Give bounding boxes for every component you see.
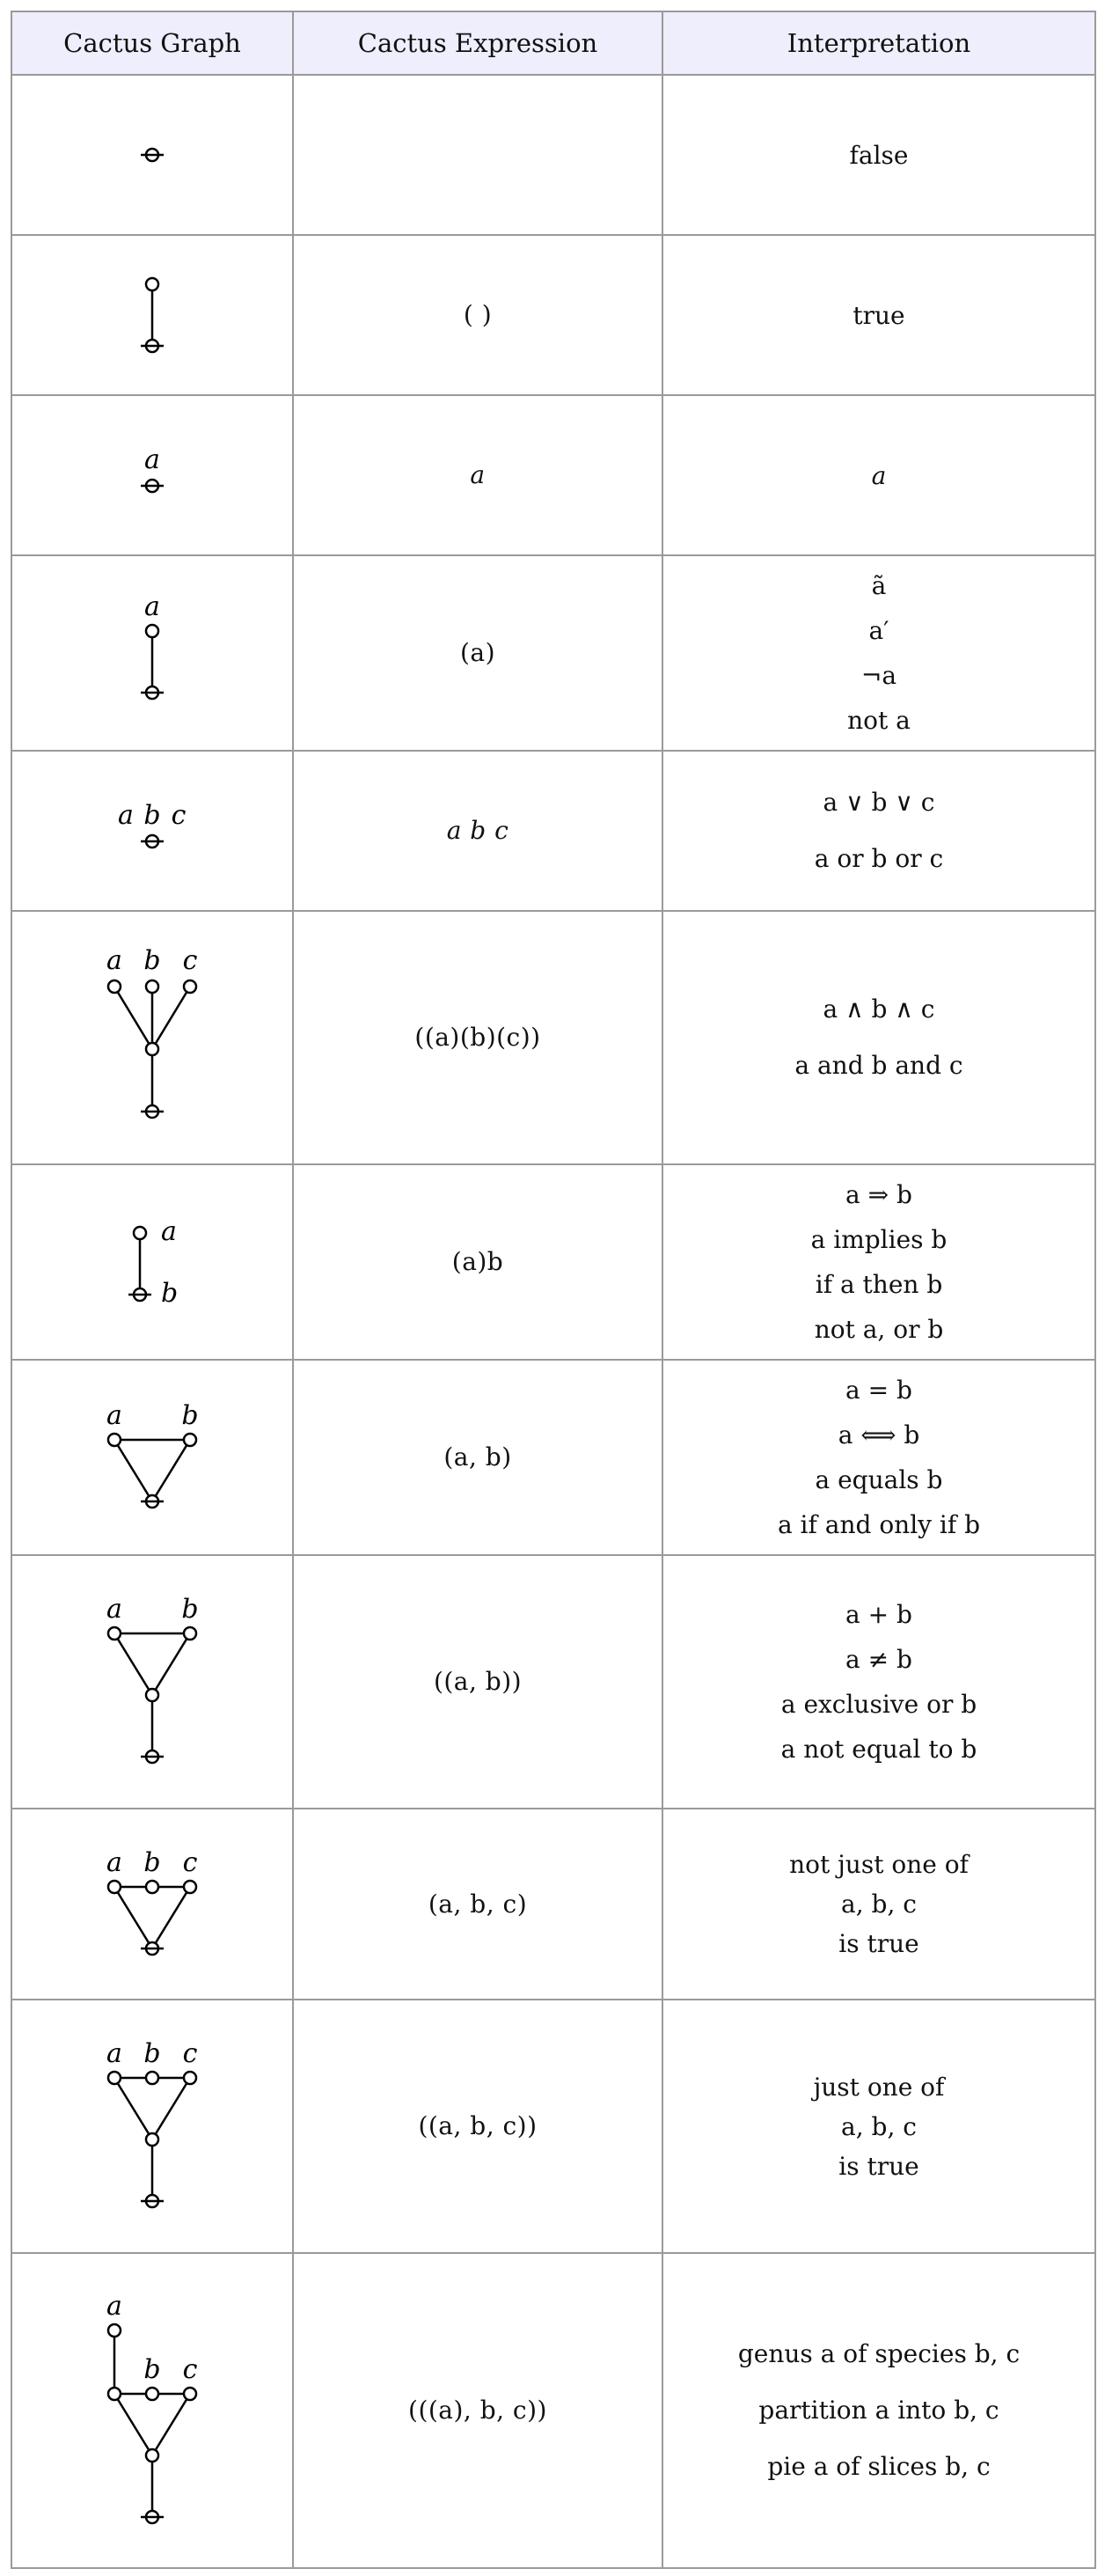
node-label: a (161, 1216, 177, 1247)
table-row (11, 1809, 1095, 2000)
cactus-graph-cell (11, 2253, 293, 2568)
table-row (11, 555, 1095, 751)
cactus-graph-cell (11, 1360, 293, 1555)
header-cactus-graph: Cactus Graph (11, 11, 293, 75)
node-label: a (106, 2038, 122, 2069)
expression-cell (293, 75, 662, 235)
interpretation-cell: not just one of a, b, c is true (662, 1809, 1095, 2000)
interpretation-cell: a + b a ≠ b a exclusive or b a not equal to b (662, 1555, 1095, 1809)
cactus-graph-conjunction (82, 945, 223, 1126)
cactus-graph-cell (11, 1809, 293, 2000)
node-label: b (143, 945, 161, 976)
table-row (11, 235, 1095, 395)
expression-cell: ((a)(b)(c)) (293, 911, 662, 1164)
node-label: b (143, 800, 161, 831)
expression-cell: (a, b, c) (293, 1809, 662, 2000)
expression-cell: (a) (293, 555, 662, 751)
node-label: b (143, 2354, 161, 2385)
cactus-graph-cell (11, 1555, 293, 1809)
expression-cell: (a)b (293, 1164, 662, 1360)
interpretation-cell: false (662, 75, 1095, 235)
cactus-graph-cell (11, 75, 293, 235)
cactus-graph-negation (99, 591, 205, 710)
cactus-graph-cell (11, 1164, 293, 1360)
interpretation-cell: genus a of species b, c partition a into b, c pie a of slices b, c (662, 2253, 1095, 2568)
interpretation-cell: a (662, 395, 1095, 555)
interpretation-cell: a ∨ b ∨ c a or b or c (662, 751, 1095, 911)
cactus-graph-just-one (82, 2038, 223, 2210)
table-row (11, 1360, 1095, 1555)
interpretation-cell: a ∧ b ∧ c a and b and c (662, 911, 1095, 1164)
expression-cell: ((a, b, c)) (293, 2000, 662, 2253)
node-label: b (143, 1846, 161, 1878)
cactus-graph-stem (99, 267, 205, 363)
expression-cell: a (293, 395, 662, 555)
node-label: c (182, 1846, 198, 1878)
cactus-graph-disjunction (91, 800, 214, 857)
node-label: c (171, 800, 187, 831)
node-label: b (161, 1278, 179, 1309)
interpretation-cell: true (662, 235, 1095, 395)
node-label: a (106, 1846, 122, 1878)
table-row (11, 2000, 1095, 2253)
node-label: b (143, 2038, 161, 2069)
table-row (11, 75, 1095, 235)
node-label: c (182, 2038, 198, 2069)
interpretation-cell: just one of a, b, c is true (662, 2000, 1095, 2253)
cactus-graph-labeled-root (99, 444, 205, 502)
expression-cell: (a, b) (293, 1360, 662, 1555)
cactus-graph-cell (11, 2000, 293, 2253)
header-row (11, 11, 1095, 75)
header-interpretation: Interpretation (662, 11, 1095, 75)
node-label: c (182, 945, 198, 976)
node-label: a (144, 591, 160, 622)
cactus-graph-cell (11, 911, 293, 1164)
header-cactus-expression: Cactus Expression (293, 11, 662, 75)
cactus-graph-cell (11, 235, 293, 395)
table-row (11, 2253, 1095, 2568)
table-row (11, 751, 1095, 911)
node-label: a (106, 2291, 122, 2322)
interpretation-cell: a = b a ⟺ b a equals b a if and only if b (662, 1360, 1095, 1555)
cactus-table (11, 11, 1096, 2569)
expression-cell: (((a), b, c)) (293, 2253, 662, 2568)
node-label: b (181, 1594, 199, 1625)
node-label: b (181, 1400, 199, 1431)
cactus-graph-root-only (99, 137, 205, 172)
expression-cell: ((a, b)) (293, 1555, 662, 1809)
cactus-graph-implication (91, 1214, 214, 1310)
table-row (11, 1164, 1095, 1360)
node-label: a (106, 945, 122, 976)
node-label: a (144, 444, 160, 475)
table-row (11, 1555, 1095, 1809)
node-label: c (182, 2354, 198, 2385)
interpretation-cell: a ⇒ b a implies b if a then b not a, or b (662, 1164, 1095, 1360)
cactus-graph-exclusive-or (82, 1594, 223, 1765)
cactus-graph-cell (11, 555, 293, 751)
expression-cell: ( ) (293, 235, 662, 395)
cactus-graph-cell (11, 751, 293, 911)
cactus-graph-cell (11, 395, 293, 555)
interpretation-cell: ã a′ ¬a not a (662, 555, 1095, 751)
node-label: a (106, 1594, 122, 1625)
node-label: a (106, 1400, 122, 1431)
cactus-graph-equality (82, 1400, 223, 1510)
node-label: a (118, 800, 134, 831)
cactus-graph-partition (82, 2291, 223, 2526)
table-row (11, 911, 1095, 1164)
cactus-graph-not-just-one (82, 1846, 223, 1957)
table-row (11, 395, 1095, 555)
expression-cell: a b c (293, 751, 662, 911)
